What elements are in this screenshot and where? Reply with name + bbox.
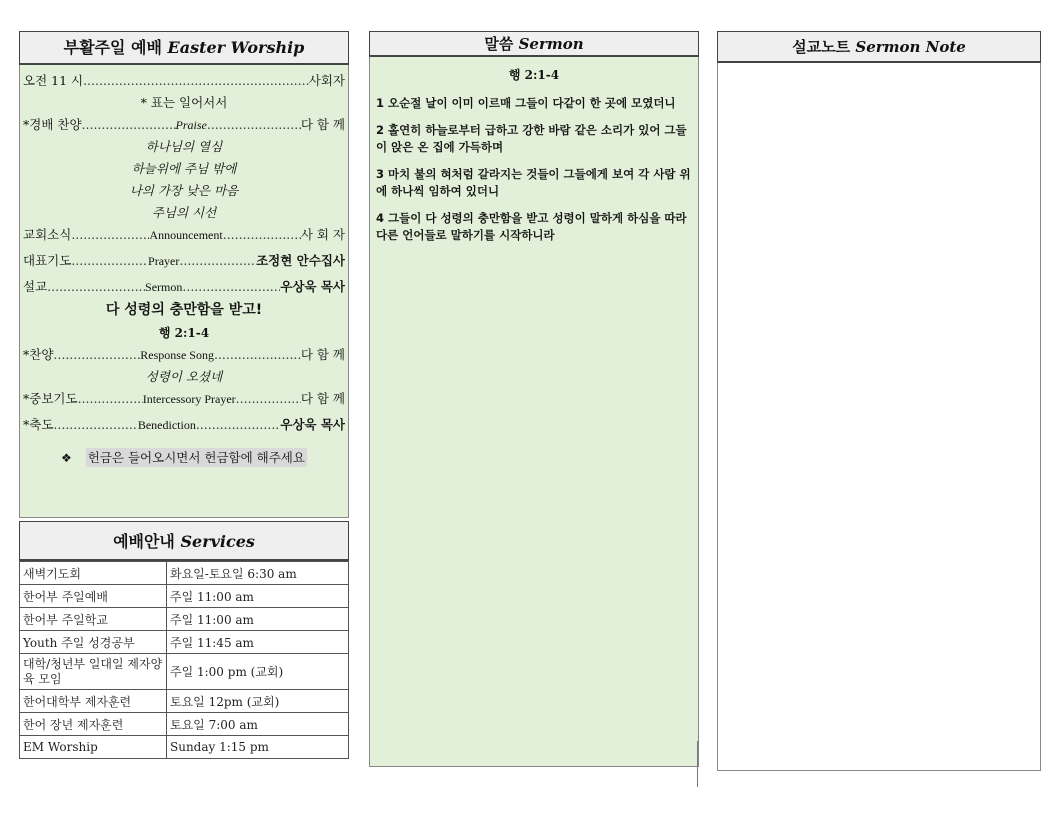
service-time: 주일 11:45 am — [167, 631, 349, 654]
stand-note: * 표는 일어서서 — [140, 95, 228, 110]
services-table — [19, 561, 349, 759]
worship-time: 오전 11 시 — [23, 73, 84, 88]
sermon-note-panel — [717, 31, 1041, 771]
table-row — [20, 585, 349, 608]
order-item-english: Announcement — [149, 228, 223, 242]
order-item-english: Intercessory Prayer — [142, 392, 236, 406]
services-panel — [19, 521, 349, 759]
service-name: 한어부 주일예배 — [20, 585, 167, 608]
order-item-label: *중보기도 — [23, 391, 78, 406]
response-song-title: 성령이 오셨네 — [145, 369, 223, 384]
order-item-english: Prayer — [148, 254, 180, 268]
order-benediction-row — [23, 414, 345, 436]
order-prayer-row — [23, 250, 345, 272]
service-time: Sunday 1:15 pm — [167, 736, 349, 759]
order-time-row — [23, 70, 345, 92]
scripture-reference: 행 2:1-4 — [508, 68, 560, 82]
service-name: EM Worship — [20, 736, 167, 759]
sermon-text-title-ko: 말씀 — [484, 35, 514, 53]
song-title: 주님의 시선 — [151, 205, 217, 220]
service-time: 주일 11:00 am — [167, 585, 349, 608]
service-name: 한어 장년 제자훈련 — [20, 713, 167, 736]
order-item-person: 다 함 께 — [300, 347, 345, 362]
sermon-note-area[interactable] — [717, 63, 1041, 771]
table-row — [20, 713, 349, 736]
sermon-note-title-ko: 설교노트 — [792, 38, 851, 56]
service-time: 주일 11:00 am — [167, 608, 349, 631]
order-item-label: 대표기도 — [23, 253, 72, 268]
table-row — [20, 654, 349, 690]
order-item-person: 다 함 께 — [300, 391, 345, 406]
order-item-person: 다 함 께 — [300, 117, 345, 132]
table-row — [20, 608, 349, 631]
sermon-note-header — [717, 31, 1041, 63]
scripture-verse: 3 마치 불의 혀처럼 갈라지는 것들이 그들에게 보여 각 사람 위에 하나씩 임하여 있더니 — [376, 167, 691, 198]
service-name: 한어부 주일학교 — [20, 608, 167, 631]
song-title: 하늘위에 주님 밖에 — [131, 161, 237, 176]
order-item-label: *찬양 — [23, 347, 54, 362]
order-praise-row — [23, 114, 345, 136]
sermon-text-title-en: Sermon — [518, 35, 584, 53]
song-title: 하나님의 열심 — [145, 139, 223, 154]
table-row — [20, 690, 349, 713]
order-intercessory-row — [23, 388, 345, 410]
worship-order-body — [19, 65, 349, 518]
table-row — [20, 631, 349, 654]
column-divider — [697, 741, 698, 787]
sermon-reference: 행 2:1-4 — [158, 326, 210, 340]
order-announcement-row — [23, 224, 345, 246]
order-item-person: 우상욱 목사 — [280, 417, 345, 432]
order-sermon-row — [23, 276, 345, 298]
sermon-text-body — [369, 57, 699, 767]
order-response-row — [23, 344, 345, 366]
service-time: 화요일-토요일 6:30 am — [167, 562, 349, 585]
order-item-label: *축도 — [23, 417, 54, 432]
service-name: 한어대학부 제자훈련 — [20, 690, 167, 713]
service-time: 토요일 12pm (교회) — [167, 690, 349, 713]
worship-title-en: Easter Worship — [167, 38, 305, 57]
service-name: 새벽기도회 — [20, 562, 167, 585]
sermon-text-header — [369, 31, 699, 57]
diamond-bullet-icon: ❖ — [61, 451, 72, 465]
order-item-label: 교회소식 — [23, 227, 72, 242]
order-item-english: Benediction — [137, 418, 196, 432]
worship-leader: 사회자 — [308, 73, 345, 88]
scripture-verse: 2 홀연히 하늘로부터 급하고 강한 바람 같은 소리가 있어 그들이 앉은 온 집에 가득하며 — [376, 123, 687, 154]
offering-note — [23, 448, 345, 466]
table-row — [20, 562, 349, 585]
offering-note-text: 헌금은 들어오시면서 헌금함에 해주세요 — [87, 450, 305, 465]
order-item-label: 설교 — [23, 279, 48, 294]
order-item-person: 우상욱 목사 — [280, 279, 345, 294]
services-title-ko: 예배안내 — [113, 532, 175, 551]
order-item-english: Sermon — [145, 280, 183, 294]
worship-order-panel — [19, 31, 349, 518]
order-item-person: 조정현 안수집사 — [256, 253, 345, 268]
service-name: Youth 주일 성경공부 — [20, 631, 167, 654]
table-row — [20, 736, 349, 759]
service-time: 토요일 7:00 am — [167, 713, 349, 736]
scripture-verse: 4 그들이 다 성령의 충만함을 받고 성령이 말하게 하심을 따라 다른 언어들로 말하기를 시작하니라 — [376, 211, 687, 242]
worship-title-ko: 부활주일 예배 — [63, 38, 162, 57]
sermon-note-title-en: Sermon Note — [855, 38, 966, 56]
scripture-verse: 1 오순절 날이 이미 이르매 그들이 다같이 한 곳에 모였더니 — [376, 96, 676, 110]
order-item-label: *경배 찬양 — [23, 117, 82, 132]
worship-header — [19, 31, 349, 65]
services-title-en: Services — [180, 532, 255, 551]
order-item-english: Praise — [175, 118, 207, 132]
sermon-text-panel — [369, 31, 699, 767]
services-header — [19, 521, 349, 561]
sermon-title: 다 성령의 충만함을 받고! — [105, 302, 263, 318]
order-item-person: 사 회 자 — [300, 227, 345, 242]
song-title: 나의 가장 낮은 마음 — [129, 183, 239, 198]
service-name: 대학/청년부 일대일 제자양육 모임 — [20, 654, 167, 690]
order-item-english: Response Song — [140, 348, 214, 362]
service-time: 주일 1:00 pm (교회) — [167, 654, 349, 690]
